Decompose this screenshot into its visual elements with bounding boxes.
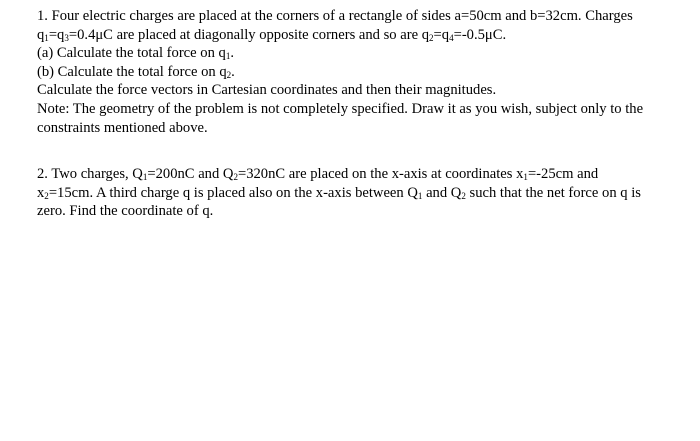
problem2-line <box>37 202 689 221</box>
text-run: x <box>37 184 45 201</box>
subscript: 2 <box>461 190 466 201</box>
subscript: 2 <box>44 190 49 201</box>
problem2-line <box>37 165 689 184</box>
text-run: =0.4μC are placed at diagonally opposite corners and so are q <box>68 26 429 43</box>
text-run: (a) Calculate the total force on q <box>37 45 226 62</box>
problem-2 <box>37 165 689 221</box>
text-run: . <box>231 63 235 80</box>
problem-1 <box>37 7 689 137</box>
subscript: 1 <box>523 171 528 182</box>
text-run: =15cm. A third charge q is placed also on the x-axis between Q <box>48 184 418 201</box>
text-run: 2. Two charges, Q <box>37 166 143 182</box>
text-run: =320nC are placed on the x-axis at coordinates x <box>237 166 524 182</box>
subscript: 2 <box>226 69 232 80</box>
problem1-line <box>37 100 689 119</box>
text-run: and Q <box>422 184 462 201</box>
problem1-line <box>37 81 689 100</box>
text-run: 1. Four electric charges are placed at the corners of a rectangle of sides a=50cm and b=32cm. Charges <box>37 8 633 24</box>
subscript: 1 <box>225 51 231 62</box>
text-run: =200nC and Q <box>147 166 234 182</box>
text-run: =q <box>433 26 450 43</box>
text-run: =-25cm and <box>527 166 599 182</box>
problem2-line <box>37 184 689 203</box>
text-run: =-0.5μC. <box>453 26 507 43</box>
subscript: 2 <box>233 171 238 182</box>
text-run: q <box>37 26 45 43</box>
text-run: constraints mentioned above. <box>37 119 208 136</box>
text-run: such that the net force on q is <box>465 184 641 201</box>
problem1-line <box>37 44 689 63</box>
text-run: . <box>230 45 235 62</box>
subscript: 4 <box>449 32 454 43</box>
problem1-line <box>37 119 689 138</box>
problem1-line <box>37 63 689 82</box>
subscript: 2 <box>429 32 434 43</box>
text-run: =q <box>48 26 65 43</box>
subscript: 1 <box>142 171 148 182</box>
problem1-line <box>37 7 689 26</box>
text-run: zero. Find the coordinate of q. <box>37 203 214 220</box>
text-run: Calculate the force vectors in Cartesian coordinates and then their magnitudes. <box>37 82 497 99</box>
text-run: Note: The geometry of the problem is not completely specified. Draw it as you wish, subject only to the <box>37 100 644 117</box>
subscript: 1 <box>44 32 49 43</box>
problem1-line <box>37 26 689 45</box>
text-run: (b) Calculate the total force on q <box>37 63 227 80</box>
subscript: 1 <box>417 190 423 201</box>
subscript: 3 <box>64 32 69 43</box>
